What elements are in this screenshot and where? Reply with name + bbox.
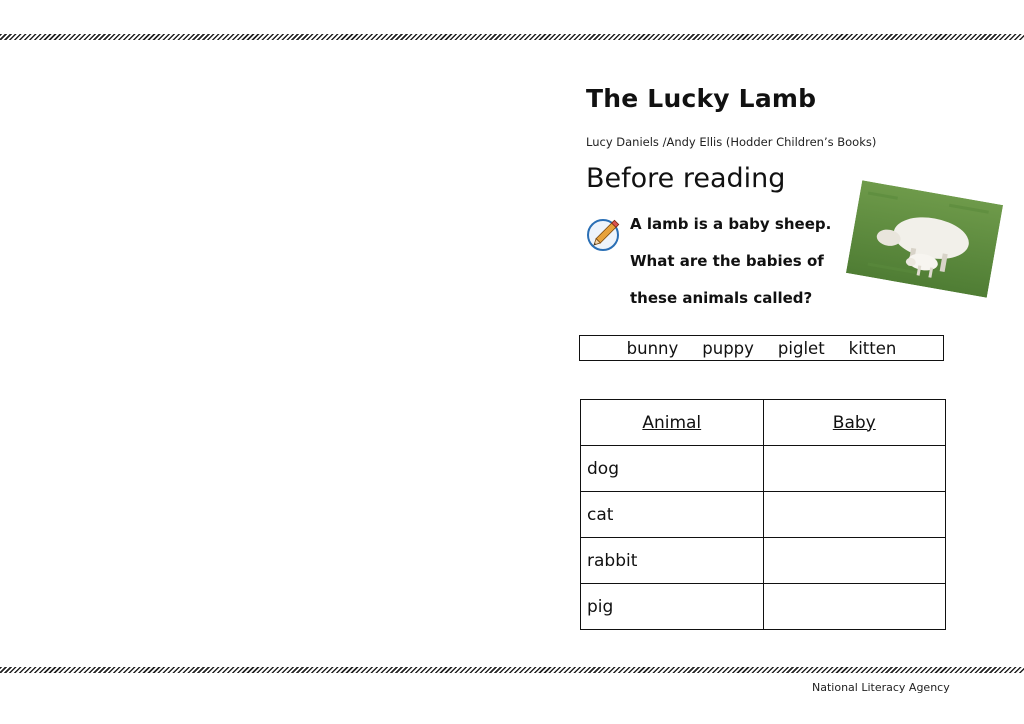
baby-answer-cell[interactable]	[763, 538, 946, 584]
baby-answer-cell[interactable]	[763, 446, 946, 492]
prompt-line-2: What are the babies of	[630, 252, 824, 270]
prompt-line-1: A lamb is a baby sheep.	[630, 215, 832, 233]
column-header-baby: Baby	[763, 400, 946, 446]
word-bank	[579, 335, 944, 361]
prompt-line-3: these animals called?	[630, 289, 813, 307]
table-row	[581, 538, 946, 584]
word-bank-item: bunny	[626, 338, 679, 358]
pencil-icon	[585, 213, 627, 253]
table-header-row	[581, 400, 946, 446]
animal-cell: dog	[581, 446, 764, 492]
table-row	[581, 446, 946, 492]
column-header-animal: Animal	[581, 400, 764, 446]
word-bank-item: piglet	[777, 338, 825, 358]
word-bank-item: puppy	[702, 338, 754, 358]
table-row	[581, 492, 946, 538]
page-title: The Lucky Lamb	[586, 84, 817, 113]
author-credit: Lucy Daniels /Andy Ellis (Hodder Children’s Books)	[586, 135, 877, 149]
sheep-with-lamb-photo	[846, 180, 1003, 297]
animal-baby-table	[580, 399, 946, 630]
bottom-hatched-border	[0, 667, 1024, 673]
animal-cell: rabbit	[581, 538, 764, 584]
table-row	[581, 584, 946, 630]
word-bank-item: kitten	[848, 338, 897, 358]
animal-cell: pig	[581, 584, 764, 630]
footer-credit: National Literacy Agency	[812, 681, 950, 694]
section-heading: Before reading	[586, 163, 786, 194]
top-hatched-border	[0, 34, 1024, 40]
animal-cell: cat	[581, 492, 764, 538]
baby-answer-cell[interactable]	[763, 584, 946, 630]
baby-answer-cell[interactable]	[763, 492, 946, 538]
